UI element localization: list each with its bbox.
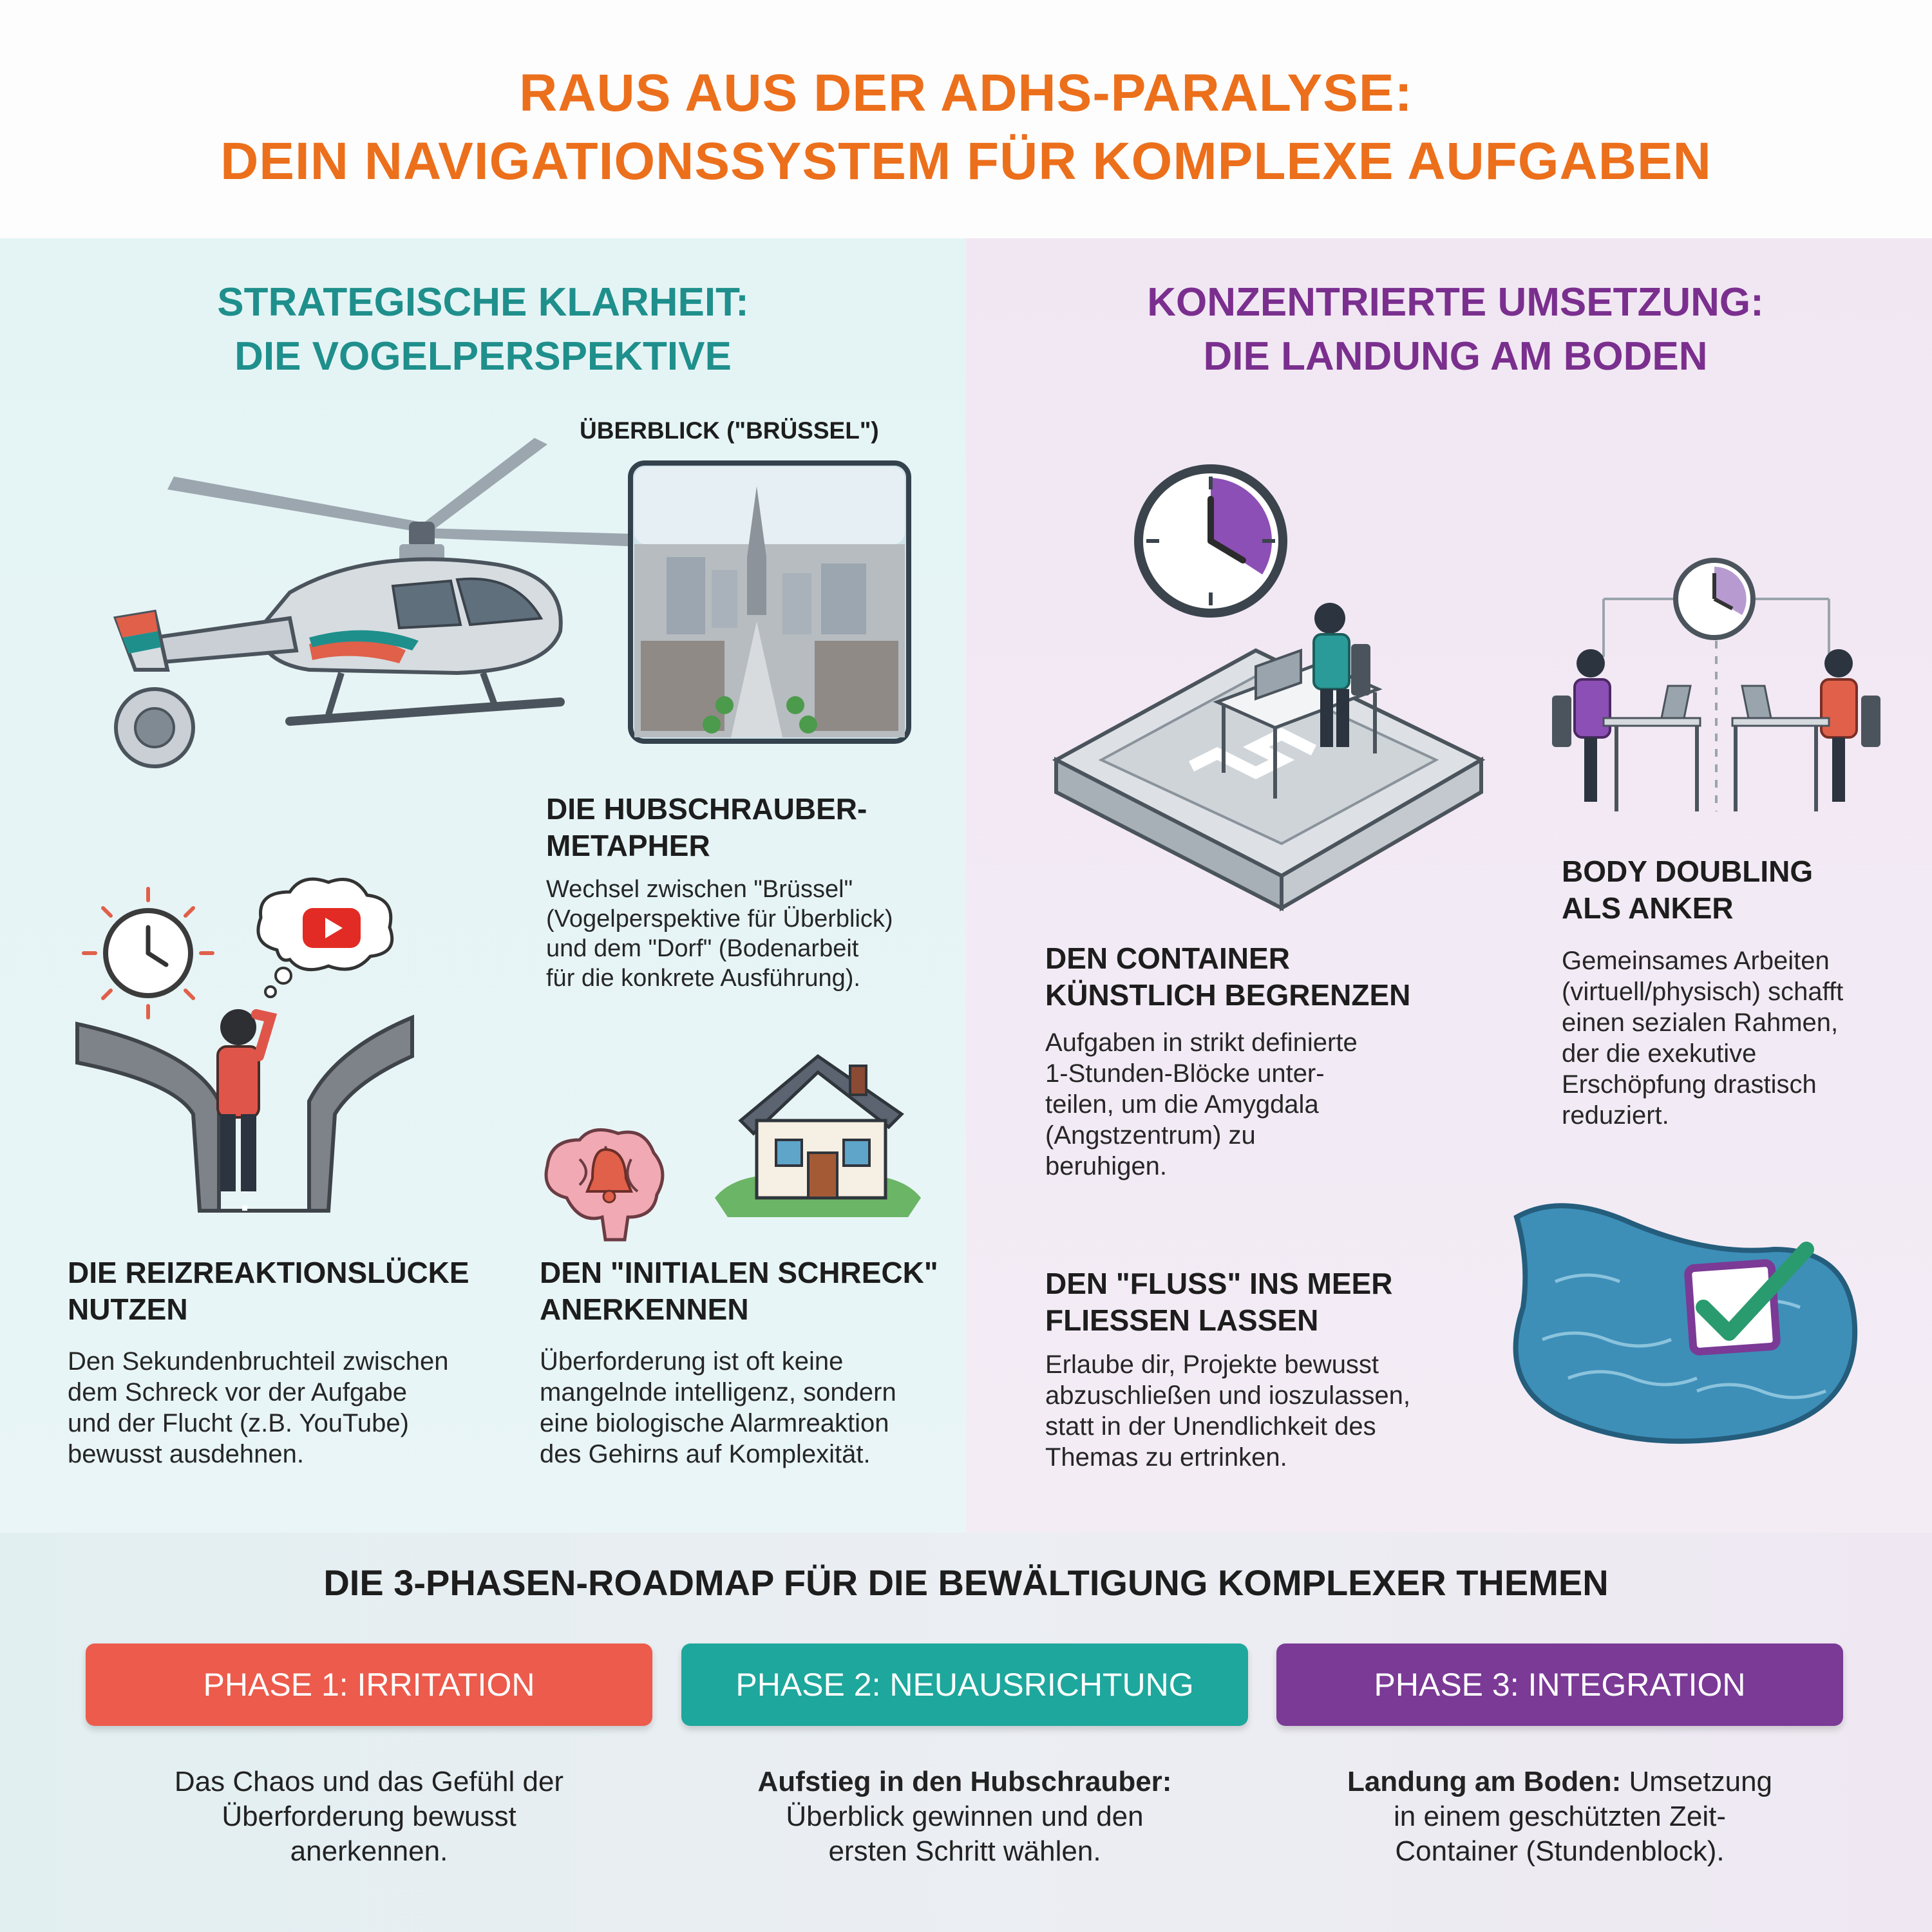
- roadmap-title: DIE 3-PHASEN-ROADMAP FÜR DIE BEWÄLTIGUNG KOMPLEXER THEMEN: [323, 1562, 1609, 1603]
- helicopter-icon: [97, 425, 663, 786]
- flow-heading: [1045, 1265, 1392, 1339]
- flow-text-line2: abzuschließen und ioszulassen,: [1045, 1381, 1411, 1410]
- container-text-line5: beruhigen.: [1045, 1152, 1168, 1180]
- phase-1-description: [86, 1765, 652, 1869]
- body-doubling-text-line1: Gemeinsames Arbeiten: [1562, 947, 1830, 975]
- container-text-line3: teilen, um die Amygdala: [1045, 1090, 1319, 1119]
- body-doubling-icon: [1546, 554, 1893, 824]
- brain-alarm-icon: [541, 1121, 670, 1243]
- clock-icon: [84, 889, 213, 1018]
- flow-text-line3: statt in der Unendlichkeit des: [1045, 1412, 1376, 1441]
- shock-text-line1: Überforderung ist oft keine: [540, 1347, 844, 1376]
- shock-text-line4: des Gehirns auf Komplexität.: [540, 1440, 871, 1468]
- body-doubling-text-line4: der die exekutive: [1562, 1039, 1757, 1068]
- initial-shock-text: [540, 1346, 896, 1470]
- shock-heading-line1: DEN "INITIALEN SCHRECK": [540, 1256, 938, 1289]
- initial-shock-heading: [540, 1255, 938, 1328]
- phase-3-line2: in einem geschützten Zeit-: [1393, 1801, 1727, 1832]
- body-doubling-text-line5: Erschöpfung drastisch: [1562, 1070, 1817, 1099]
- shock-text-line3: eine biologische Alarmreaktion: [540, 1409, 889, 1437]
- right-title-line1: KONZENTRIERTE UMSETZUNG:: [1147, 280, 1764, 325]
- page-title-line1: RAUS AUS DER ADHS-PARALYSE:: [519, 64, 1413, 122]
- right-section-title: [1011, 276, 1900, 384]
- gap-text-line1: Den Sekundenbruchteil zwischen: [68, 1347, 449, 1376]
- left-title-line1: STRATEGISCHE KLARHEIT:: [217, 280, 749, 325]
- youtube-icon: [251, 873, 399, 1001]
- water-checkbox-icon: [1504, 1179, 1864, 1449]
- container-heading-line1: DEN CONTAINER: [1045, 942, 1290, 975]
- phase-1-line3: anerkennen.: [290, 1835, 448, 1867]
- phase-3-badge: PHASE 3: INTEGRATION: [1276, 1643, 1843, 1726]
- gap-heading-line2: NUTZEN: [68, 1293, 188, 1326]
- container-text: [1045, 1027, 1358, 1182]
- gap-text-line2: dem Schreck vor der Aufgabe: [68, 1378, 407, 1406]
- flow-heading-line2: FLIESSEN LASSEN: [1045, 1303, 1319, 1337]
- page-title-line2: DEIN NAVIGATIONSSYSTEM FÜR KOMPLEXE AUFGABEN: [220, 132, 1712, 191]
- container-text-line4: (Angstzentrum) zu: [1045, 1121, 1256, 1150]
- helicopter-text-line1: Wechsel zwischen "Brüssel": [546, 876, 853, 903]
- phase-2-badge: PHASE 2: NEUAUSRICHTUNG: [681, 1643, 1248, 1726]
- phase-1-line1: Das Chaos und das Gefühl der: [174, 1766, 564, 1797]
- phase-3-line3: Container (Stundenblock).: [1395, 1835, 1725, 1867]
- phase-2-line2: Überblick gewinnen und den: [786, 1801, 1144, 1832]
- helicopter-metaphor-heading: [546, 791, 867, 864]
- gap-text-line4: bewusst ausdehnen.: [68, 1440, 304, 1468]
- flow-text-line1: Erlaube dir, Projekte bewusst: [1045, 1350, 1379, 1379]
- phase-3-line1: Umsetzung: [1621, 1766, 1773, 1797]
- gap-text-line3: und der Flucht (z.B. YouTube): [68, 1409, 409, 1437]
- left-section-title: [52, 276, 914, 384]
- shock-heading-line2: ANERKENNEN: [540, 1293, 749, 1326]
- container-heading: [1045, 940, 1410, 1014]
- body-doubling-text-line3: einen sezialen Rahmen,: [1562, 1009, 1839, 1037]
- body-doubling-heading-line2: ALS ANKER: [1562, 891, 1734, 925]
- stimulus-gap-text: [68, 1346, 448, 1470]
- flow-heading-line1: DEN "FLUSS" INS MEER: [1045, 1267, 1393, 1300]
- helicopter-metaphor-text: [546, 875, 893, 993]
- phase-2-description: [681, 1765, 1248, 1869]
- phase-3-description: [1276, 1765, 1843, 1869]
- overview-label: ÜBERBLICK ("BRÜSSEL"): [580, 417, 879, 444]
- container-text-line1: Aufgaben in strikt definierte: [1045, 1028, 1358, 1057]
- right-title-line2: DIE LANDUNG AM BODEN: [1203, 334, 1708, 379]
- container-text-line2: 1-Stunden-Blöcke unter-: [1045, 1059, 1325, 1088]
- city-icon: [628, 460, 911, 744]
- helipad-desk-icon: [1043, 625, 1494, 914]
- body-doubling-heading-line1: BODY DOUBLING: [1562, 855, 1814, 888]
- helicopter-text-line4: für die konkrete Ausführung).: [546, 965, 860, 992]
- gap-heading-line1: DIE REIZREAKTIONSLÜCKE: [68, 1256, 469, 1289]
- phase-2-bold: Aufstieg in den Hubschrauber:: [757, 1766, 1172, 1797]
- body-doubling-heading: [1562, 853, 1813, 927]
- left-title-line2: DIE VOGELPERSPEKTIVE: [234, 334, 732, 379]
- large-clock-icon: [1133, 464, 1288, 618]
- flow-text: [1045, 1349, 1410, 1473]
- phase-2-line3: ersten Schritt wählen.: [828, 1835, 1101, 1867]
- phase-1-badge: PHASE 1: IRRITATION: [86, 1643, 652, 1726]
- shock-text-line2: mangelnde intelligenz, sondern: [540, 1378, 896, 1406]
- phase-3-bold: Landung am Boden:: [1347, 1766, 1622, 1797]
- helicopter-heading-line2: METAPHER: [546, 829, 710, 862]
- helicopter-text-line3: und dem "Dorf" (Bodenarbeit: [546, 935, 859, 962]
- body-doubling-text-line2: (virtuell/physisch) schafft: [1562, 978, 1844, 1006]
- page-title: [0, 59, 1932, 196]
- body-doubling-text-line6: reduziert.: [1562, 1101, 1669, 1130]
- house-icon: [715, 1043, 921, 1217]
- helicopter-text-line2: (Vogelperspektive für Überblick): [546, 905, 893, 933]
- phase-1-line2: Überforderung bewusst: [222, 1801, 516, 1832]
- flow-text-line4: Themas zu ertrinken.: [1045, 1443, 1287, 1472]
- helicopter-heading-line1: DIE HUBSCHRAUBER-: [546, 792, 867, 826]
- container-heading-line2: KÜNSTLICH BEGRENZEN: [1045, 978, 1411, 1012]
- stimulus-gap-heading: [68, 1255, 469, 1328]
- body-doubling-text: [1562, 945, 1843, 1131]
